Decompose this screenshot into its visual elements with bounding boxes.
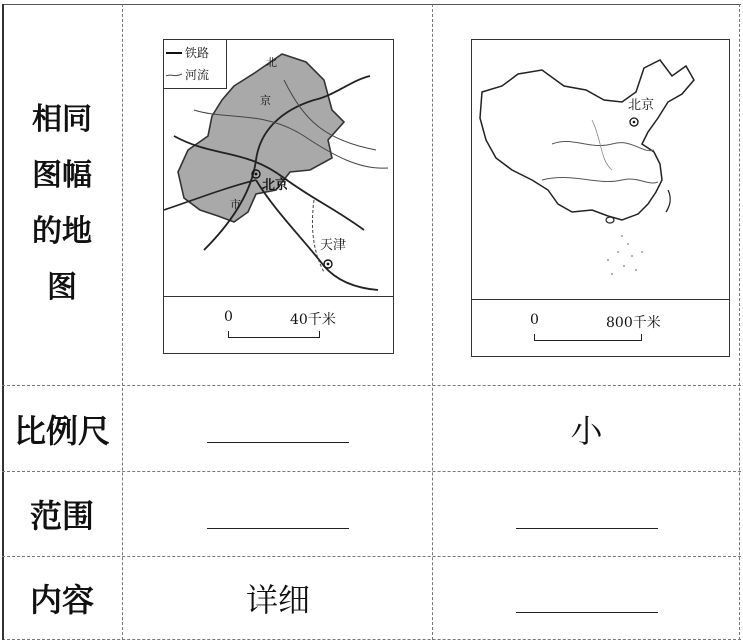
river-legend-icon <box>166 71 182 79</box>
south-sea-islands <box>607 235 643 275</box>
maps-header-line-3: 的地 <box>32 214 92 249</box>
table-border-right <box>739 4 740 640</box>
china-beijing-dot <box>633 121 636 124</box>
label-shi: 市 <box>230 198 241 211</box>
table-border-bottom <box>2 639 741 640</box>
content-row-header: 内容 <box>29 581 94 619</box>
taiwan-island <box>666 190 670 212</box>
railway-line-3 <box>256 180 378 290</box>
right-content-answer-cell <box>434 557 739 639</box>
maps-row-header <box>2 84 122 324</box>
left-scale-zero: 0 <box>224 309 233 325</box>
maps-header-line-4: 图 <box>47 270 77 305</box>
beijing-city-dot <box>255 173 258 176</box>
right-range-answer-blank[interactable] <box>516 528 658 529</box>
label-tianjin: 天津 <box>320 238 347 253</box>
maps-header-line-1: 相同 <box>32 102 92 137</box>
legend-railway-label: 铁路 <box>185 46 210 60</box>
column-divider-2 <box>432 4 433 640</box>
right-scale-answer: 小 <box>570 411 603 450</box>
hainan-island <box>606 217 614 223</box>
range-row-header: 范围 <box>29 497 94 535</box>
left-content-answer: 详细 <box>245 581 310 619</box>
scale-row-header: 比例尺 <box>13 411 110 450</box>
left-scale-answer-blank[interactable] <box>207 442 349 443</box>
beijing-area-map <box>163 39 394 354</box>
right-scale-max: 800千米 <box>606 315 661 331</box>
china-label-beijing: 北京 <box>628 98 655 113</box>
left-range-answer-cell <box>124 472 432 556</box>
right-range-answer-cell <box>434 472 739 556</box>
right-scale-line <box>534 334 642 341</box>
left-range-answer-blank[interactable] <box>207 528 349 529</box>
maps-header-line-2: 图幅 <box>32 158 92 193</box>
left-scale-answer-cell <box>124 386 432 471</box>
china-map <box>471 39 730 357</box>
china-map-drawing <box>472 40 729 300</box>
right-content-answer-blank[interactable] <box>516 612 658 613</box>
table-border-top <box>2 4 741 5</box>
label-beijing: 北京 <box>262 178 289 193</box>
railway-legend-icon <box>166 49 182 57</box>
tianjin-city-dot <box>327 263 330 266</box>
right-scale-answer-cell <box>434 386 739 471</box>
left-scale-max: 40千米 <box>290 312 336 328</box>
legend-river <box>166 66 209 83</box>
legend-railway <box>166 44 209 61</box>
label-jing: 京 <box>260 94 271 107</box>
column-divider-1 <box>122 4 123 640</box>
china-outline <box>480 60 694 220</box>
map-legend <box>164 40 227 89</box>
left-scale-bar <box>164 296 393 353</box>
label-bei: 北 <box>266 56 277 69</box>
legend-river-label: 河流 <box>185 68 210 82</box>
right-scale-bar <box>472 299 729 356</box>
right-scale-zero: 0 <box>530 312 539 328</box>
left-scale-line <box>228 331 320 338</box>
left-content-answer-cell <box>124 557 432 639</box>
